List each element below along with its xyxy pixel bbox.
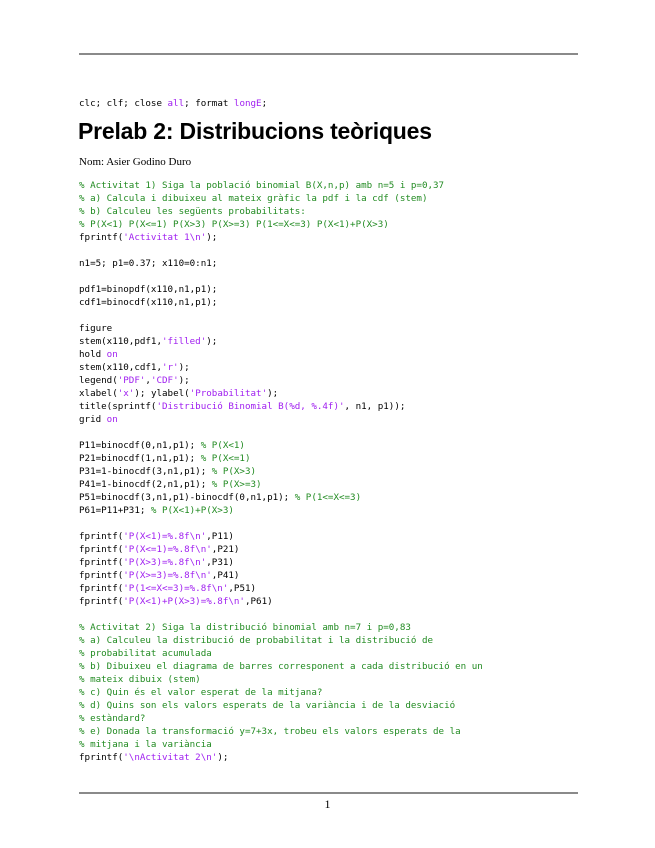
code-line: [79, 634, 579, 647]
code-comment: % P(X>3): [211, 466, 257, 477]
code-text: stem(x110,pdf1,: [79, 336, 162, 347]
code-line: [79, 621, 579, 634]
code-line: [79, 556, 579, 569]
code-text: fprintf(: [79, 544, 124, 555]
code-comment: % mitjana i la variància: [79, 739, 212, 750]
code-text: fprintf(: [79, 596, 124, 607]
code-text: P31=1-binocdf(3,n1,p1);: [79, 466, 212, 477]
code-comment: % c) Quin és el valor esperat de la mitjana?: [79, 687, 323, 698]
page-title: Prelab 2: Distribucions teòriques: [78, 118, 432, 144]
code-line: [79, 517, 579, 530]
code-line: [79, 608, 579, 621]
code-comment: % b) Dibuixeu el diagrama de barres corresponent a cada distribució en un: [79, 661, 483, 672]
code-line: [79, 296, 579, 309]
code-line: [79, 322, 579, 335]
code-string: 'Probabilitat': [189, 388, 268, 399]
code-comment: % b) Calculeu les següents probabilitats:: [79, 206, 306, 217]
code-line: [79, 725, 579, 738]
code-comment: % P(X<1)+P(X>3): [150, 505, 234, 516]
code-keyword: on: [106, 414, 118, 425]
code-text: P51=binocdf(3,n1,p1)-binocdf(0,n1,p1);: [79, 492, 295, 503]
code-text: ; format: [184, 98, 234, 109]
code-block-header: [79, 97, 579, 110]
page-number: 1: [324, 797, 331, 811]
code-line: [79, 413, 579, 426]
code-line: [79, 465, 579, 478]
code-comment: % P(X<1): [200, 440, 245, 451]
code-text: );: [178, 362, 190, 373]
code-string: 'P(X>3)=%.8f\n': [123, 557, 207, 568]
code-string: 'PDF': [117, 375, 146, 386]
code-text: ,P61): [244, 596, 273, 607]
code-line: [79, 452, 579, 465]
header-rule: [79, 53, 578, 55]
code-text: P21=binocdf(1,n1,p1);: [79, 453, 201, 464]
code-text: ,P51): [228, 583, 257, 594]
code-string: 'Distribució Binomial B(%d, %.4f)': [156, 401, 345, 412]
code-line: [79, 426, 579, 439]
code-text: clc; clf; close: [79, 98, 168, 109]
code-text: hold: [79, 349, 107, 360]
code-text: cdf1=binocdf(x110,n1,p1);: [79, 297, 218, 308]
code-line: [79, 257, 579, 270]
code-line: [79, 699, 579, 712]
code-keyword: longE: [233, 98, 262, 109]
code-string: 'P(1<=X<=3)=%.8f\n': [123, 583, 229, 594]
code-text: fprintf(: [79, 570, 124, 581]
code-text: fprintf(: [79, 752, 124, 763]
code-line: [79, 582, 579, 595]
code-line: [79, 686, 579, 699]
code-line: [79, 712, 579, 725]
code-text: legend(: [79, 375, 118, 386]
code-line: [79, 270, 579, 283]
code-line: [79, 309, 579, 322]
code-text: , n1, p1));: [344, 401, 406, 412]
code-comment: % P(1<=X<=3): [294, 492, 362, 503]
code-text: fprintf(: [79, 557, 124, 568]
footer-rule: [79, 792, 578, 794]
code-line: [79, 400, 579, 413]
code-line: [79, 205, 579, 218]
code-text: stem(x110,cdf1,: [79, 362, 162, 373]
code-line: [79, 361, 579, 374]
code-text: ;: [261, 98, 268, 109]
code-text: P61=P11+P31;: [79, 505, 151, 516]
code-text: );: [206, 336, 218, 347]
code-block-main: [79, 179, 579, 764]
code-string: 'P(X<1)+P(X>3)=%.8f\n': [123, 596, 245, 607]
code-line: [79, 478, 579, 491]
code-string: 'P(X<=1)=%.8f\n': [123, 544, 212, 555]
code-text: );: [178, 375, 190, 386]
code-text: );: [206, 232, 218, 243]
code-keyword: on: [106, 349, 118, 360]
code-text: fprintf(: [79, 583, 124, 594]
code-text: P41=1-binocdf(2,n1,p1);: [79, 479, 212, 490]
code-line: [79, 504, 579, 517]
code-text: n1=5; p1=0.37; x110=0:n1;: [79, 258, 218, 269]
code-comment: % P(X>=3): [211, 479, 262, 490]
code-line: [79, 97, 579, 110]
code-line: [79, 192, 579, 205]
code-comment: % d) Quins son els valors esperats de la variància i de la desviació: [79, 700, 456, 711]
code-line: [79, 543, 579, 556]
code-keyword: all: [167, 98, 185, 109]
code-line: [79, 179, 579, 192]
code-text: ,P31): [206, 557, 234, 568]
code-string: 'x': [117, 388, 135, 399]
code-line: [79, 231, 579, 244]
code-text: xlabel(: [79, 388, 118, 399]
code-string: 'Activitat 1\n': [123, 232, 207, 243]
code-line: [79, 335, 579, 348]
code-line: [79, 660, 579, 673]
code-line: [79, 348, 579, 361]
code-text: pdf1=binopdf(x110,n1,p1);: [79, 284, 218, 295]
code-line: [79, 673, 579, 686]
code-text: ,P41): [211, 570, 240, 581]
code-string: 'CDF': [150, 375, 179, 386]
code-line: [79, 595, 579, 608]
code-comment: % Activitat 1) Siga la població binomial B(X,n,p) amb n=5 i p=0,37: [79, 180, 445, 191]
code-line: [79, 530, 579, 543]
code-line: [79, 218, 579, 231]
code-line: [79, 374, 579, 387]
code-string: '\nActivitat 2\n': [123, 752, 218, 763]
code-string: 'r': [161, 362, 179, 373]
code-text: grid: [79, 414, 107, 425]
code-line: [79, 244, 579, 257]
code-string: 'filled': [161, 336, 207, 347]
code-line: [79, 751, 579, 764]
code-line: [79, 569, 579, 582]
code-line: [79, 439, 579, 452]
code-comment: % e) Donada la transformació y=7+3x, trobeu els valors esperats de la: [79, 726, 461, 737]
code-comment: % a) Calculeu la distribució de probabilitat i la distribució de: [79, 635, 434, 646]
code-comment: % probabilitat acumulada: [79, 648, 212, 659]
code-comment: % P(X<=1): [200, 453, 251, 464]
code-comment: % Activitat 2) Siga la distribució binomial amb n=7 i p=0,83: [79, 622, 411, 633]
code-comment: % P(X<1) P(X<=1) P(X>3) P(X>=3) P(1<=X<=3) P(X<1)+P(X>3): [79, 219, 389, 230]
code-text: fprintf(: [79, 531, 124, 542]
code-text: figure: [79, 323, 113, 334]
code-text: P11=binocdf(0,n1,p1);: [79, 440, 201, 451]
code-string: 'P(X<1)=%.8f\n': [123, 531, 207, 542]
code-line: [79, 647, 579, 660]
author-name: Nom: Asier Godino Duro: [79, 156, 192, 168]
code-line: [79, 283, 579, 296]
code-comment: % a) Calcula i dibuixeu al mateix gràfic la pdf i la cdf (stem): [79, 193, 428, 204]
code-line: [79, 738, 579, 751]
code-text: );: [217, 752, 229, 763]
code-text: ); ylabel(: [134, 388, 190, 399]
code-text: );: [267, 388, 279, 399]
code-text: ,P11): [206, 531, 234, 542]
code-line: [79, 491, 579, 504]
code-line: [79, 387, 579, 400]
code-comment: % estàndard?: [79, 713, 146, 724]
code-text: ,: [145, 375, 151, 386]
code-string: 'P(X>=3)=%.8f\n': [123, 570, 212, 581]
code-text: title(sprintf(: [79, 401, 157, 412]
code-text: fprintf(: [79, 232, 124, 243]
code-text: ,P21): [211, 544, 240, 555]
code-comment: % mateix dibuix (stem): [79, 674, 201, 685]
